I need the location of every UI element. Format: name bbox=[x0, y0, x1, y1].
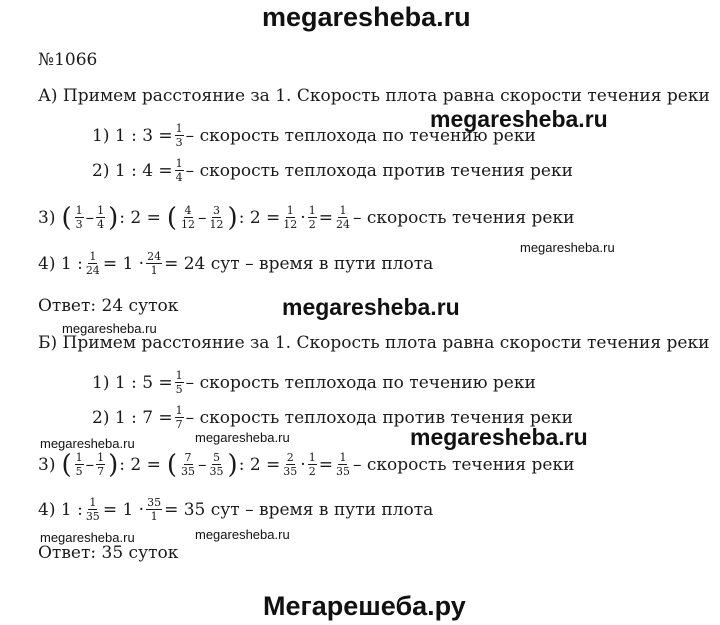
part-b-step-3: 3) ( $\frac{1}{5}$ – $\frac{1}{7}$ ) : 2 = ( $\frac{7}{35}$ – $\frac{5}{35}$ ) : 2 = $\frac{2}{35}$ · $\frac{1}{2}$ = $\frac{1}{35}$ – скорость течения реки bbox=[38, 449, 575, 480]
part-a-answer: Ответ: 24 суток bbox=[38, 296, 179, 316]
watermark-small: megaresheba.ru bbox=[62, 321, 157, 336]
part-b-step-4: 4) 1 : $\frac{1}{35}$ = 1 · $\frac{35}{1}$ = 35 сут – время в пути плота bbox=[38, 496, 434, 523]
watermark-small: megaresheba.ru bbox=[40, 436, 135, 451]
part-a-step-2: 2) 1 : 4 = $\frac{1}{4}$ – скорость теплохода против течения реки bbox=[92, 157, 573, 184]
part-b-step-1: 1) 1 : 5 = $\frac{1}{5}$ – скорость теплохода по течению реки bbox=[92, 369, 536, 396]
fraction: $\frac{1}{4}$ bbox=[175, 157, 183, 184]
header-watermark: megaresheba.ru bbox=[262, 2, 471, 32]
task-number: №1066 bbox=[38, 50, 98, 70]
part-b-answer: Ответ: 35 суток bbox=[38, 543, 179, 563]
part-b-step-2: 2) 1 : 7 = $\frac{1}{7}$ – скорость теплохода против течения реки bbox=[92, 404, 573, 431]
part-b-intro: Б) Примем расстояние за 1. Скорость плота равна скорости течения реки bbox=[38, 333, 710, 353]
watermark-large: megaresheba.ru bbox=[410, 424, 588, 450]
watermark-small: megaresheba.ru bbox=[195, 527, 290, 542]
watermark-large: megaresheba.ru bbox=[430, 106, 608, 132]
part-a-step-1: 1) 1 : 3 = $\frac{1}{3}$ – скорость теплохода по течению реки bbox=[92, 122, 536, 149]
watermark-small: megaresheba.ru bbox=[195, 430, 290, 445]
part-a-intro: А) Примем расстояние за 1. Скорость плота равна скорости течения реки bbox=[38, 86, 710, 106]
watermark-large: megaresheba.ru bbox=[282, 294, 460, 320]
part-a-step-3: 3) ( $\frac{1}{3}$ – $\frac{1}{4}$ ) : 2 = ( $\frac{4}{12}$ – $\frac{3}{12}$ ) : 2 = $\frac{1}{12}$ · $\frac{1}{2}$ = $\frac{1}{24}$ – скорость течения реки bbox=[38, 202, 575, 233]
footer-watermark: Мегарешеба.ру bbox=[263, 591, 466, 621]
part-a-step-4: 4) 1 : $\frac{1}{24}$ = 1 · $\frac{24}{1}$ = 24 сут – время в пути плота bbox=[38, 250, 434, 277]
fraction: $\frac{1}{3}$ bbox=[175, 122, 183, 149]
watermark-small: megaresheba.ru bbox=[520, 240, 615, 255]
watermark-small: megaresheba.ru bbox=[40, 530, 135, 545]
